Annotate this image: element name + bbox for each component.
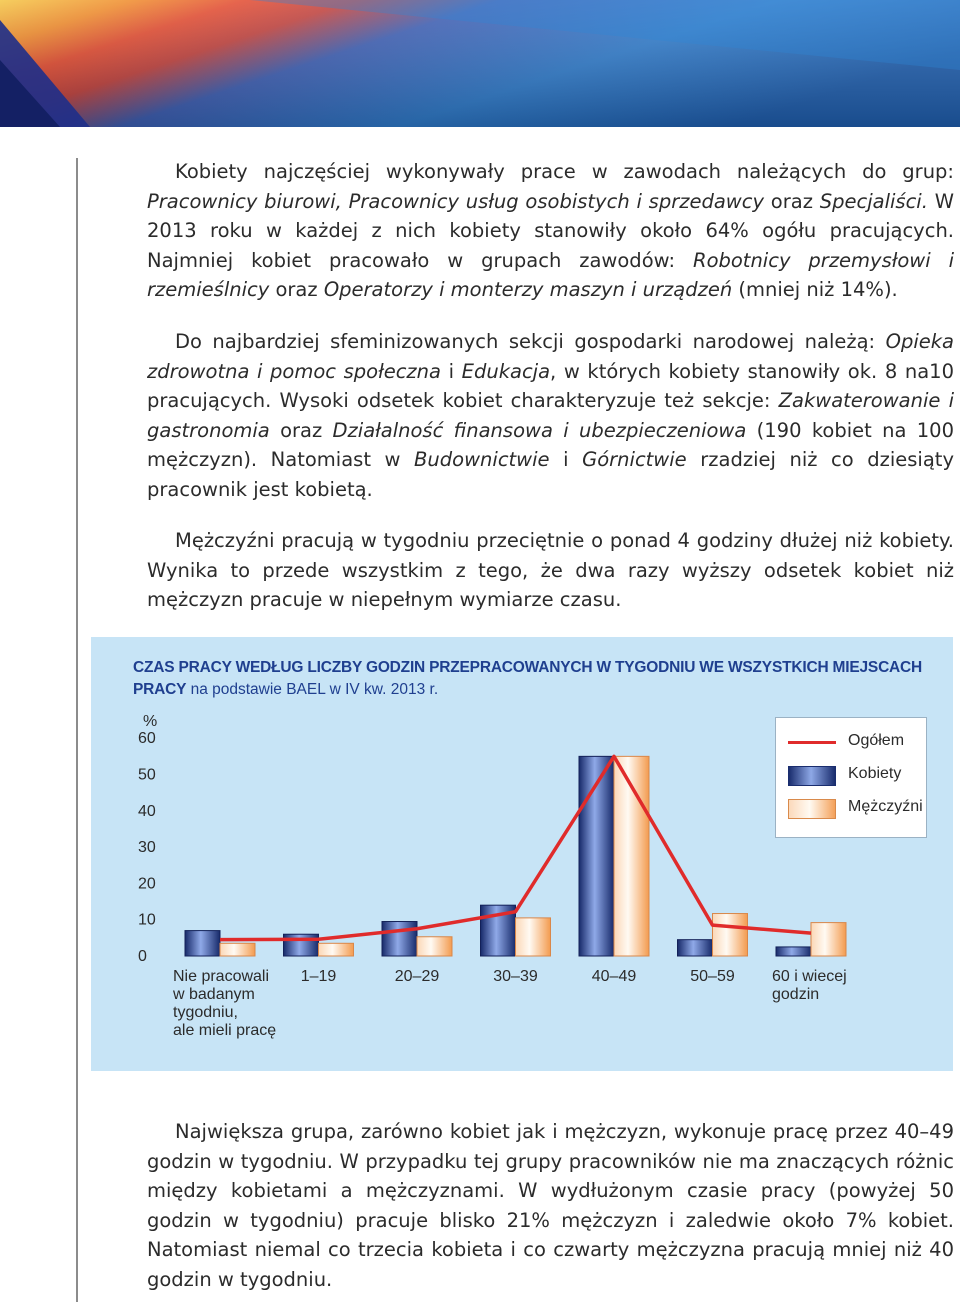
bar-men: [417, 937, 452, 956]
x-tick-label: 60 i wiecej: [772, 968, 847, 985]
paragraph-hours: Mężczyźni pracują w tygodniu przeciętnie o ponad 4 godziny dłużej niż kobiety. Wynika to przede wszystkim z tego, że dwa razy wyższy odsetek kobiet niż mężczyzn pracuje w niepełnym wymiarze czasu.: [147, 529, 954, 611]
legend-orange-swatch: [788, 799, 836, 819]
paragraph-sections: Do najbardziej sfeminizowanych sekcji gospodarki narodowej należą: Opieka zdrowotna i pomoc społeczna i Edukacja, w których kobiety stanowiły ok. 8 na10 pracujących. Wysoki odsetek kobiet charakteryzuje też sekcje: Zakwaterowanie i gastronomia oraz Działalność finansowa i ubezpieczeniowa (190 kobiet na 100 mężczyzn). Natomiast w Budownictwie i Górnictwie rzadziej niż co dziesiąty pracownik jest kobietą.: [147, 330, 954, 501]
bar-women: [185, 931, 220, 956]
bar-women: [678, 940, 713, 956]
y-tick-label: 40: [138, 802, 156, 820]
x-tick-label: godzin: [772, 986, 820, 1003]
bar-women: [382, 922, 417, 956]
y-tick-label: 20: [138, 875, 156, 893]
bar-women: [284, 934, 319, 956]
y-tick-label: 30: [138, 839, 156, 857]
chart-title: CZAS PRACY WEDŁUG LICZBY GODZIN PRZEPRACOWANYCH W TYGODNIU WE WSZYSTKICH MIEJSCACH PRACY na podstawie BAEL w IV kw. 2013 r.: [133, 659, 923, 698]
x-tick-label: 1–19: [300, 968, 337, 985]
bar-women: [776, 947, 811, 956]
legend-blue-swatch: [788, 766, 836, 786]
header-banner: [0, 0, 960, 127]
line-total: [220, 756, 811, 939]
y-tick-label: 0: [138, 948, 147, 965]
y-tick-label: 50: [138, 766, 156, 784]
bar-men: [319, 943, 354, 956]
chart-legend: [775, 717, 927, 838]
paragraph-summary: Największa grupa, zarówno kobiet jak i mężczyzn, wykonuje pracę przez 40–49 godzin w tygodniu. W przypadku tej grupy pracowników nie ma znaczących różnic między kobietami a mężczyznami. W wydłużonym czasie pracy (powyżej 50 godzin w tygodniu) pracuje blisko 21% mężczyzn i zaledwie około 7% kobiet. Natomiast niemal co trzecia kobieta i co czwarty mężczyzna pracują mniej niż 40 godzin w tygodniu.: [147, 1120, 954, 1291]
x-tick-label: 50–59: [690, 968, 735, 985]
bar-men: [516, 918, 551, 956]
bar-men: [713, 914, 748, 956]
margin-rule: [76, 158, 78, 1302]
legend-label-men: Mężczyźni: [848, 798, 923, 815]
x-tick-label: tygodniu,: [173, 1004, 238, 1021]
bar-men: [811, 923, 846, 956]
x-tick-label: 30–39: [493, 968, 538, 985]
bar-men: [220, 943, 255, 956]
y-axis-unit: %: [143, 713, 158, 730]
legend-label-women: Kobiety: [848, 765, 902, 782]
x-tick-label: Nie pracowali: [173, 968, 270, 985]
legend-label-total: Ogółem: [848, 732, 905, 749]
paragraph-occupations: Kobiety najczęściej wykonywały prace w zawodach należących do grup: Pracownicy biurowi, Pracownicy usług osobistych i sprzedawcy oraz Specjaliści. W 2013 roku w każdej z nich kobiety stanowiły około 64% ogółu pracujących. Najmniej kobiet pracowało w grupach zawodów: Robotnicy przemysłowi i rzemieślnicy oraz Operatorzy i monterzy maszyn i urządzeń (mniej niż 14%).: [147, 160, 955, 301]
y-tick-label: 60: [138, 730, 156, 748]
x-tick-label: w badanym: [173, 986, 255, 1003]
y-tick-label: 10: [138, 911, 156, 929]
x-tick-label: ale mieli pracę: [173, 1022, 277, 1039]
legend-line-swatch: [788, 741, 836, 744]
x-tick-label: 40–49: [591, 968, 637, 985]
x-tick-label: 20–29: [394, 968, 440, 985]
